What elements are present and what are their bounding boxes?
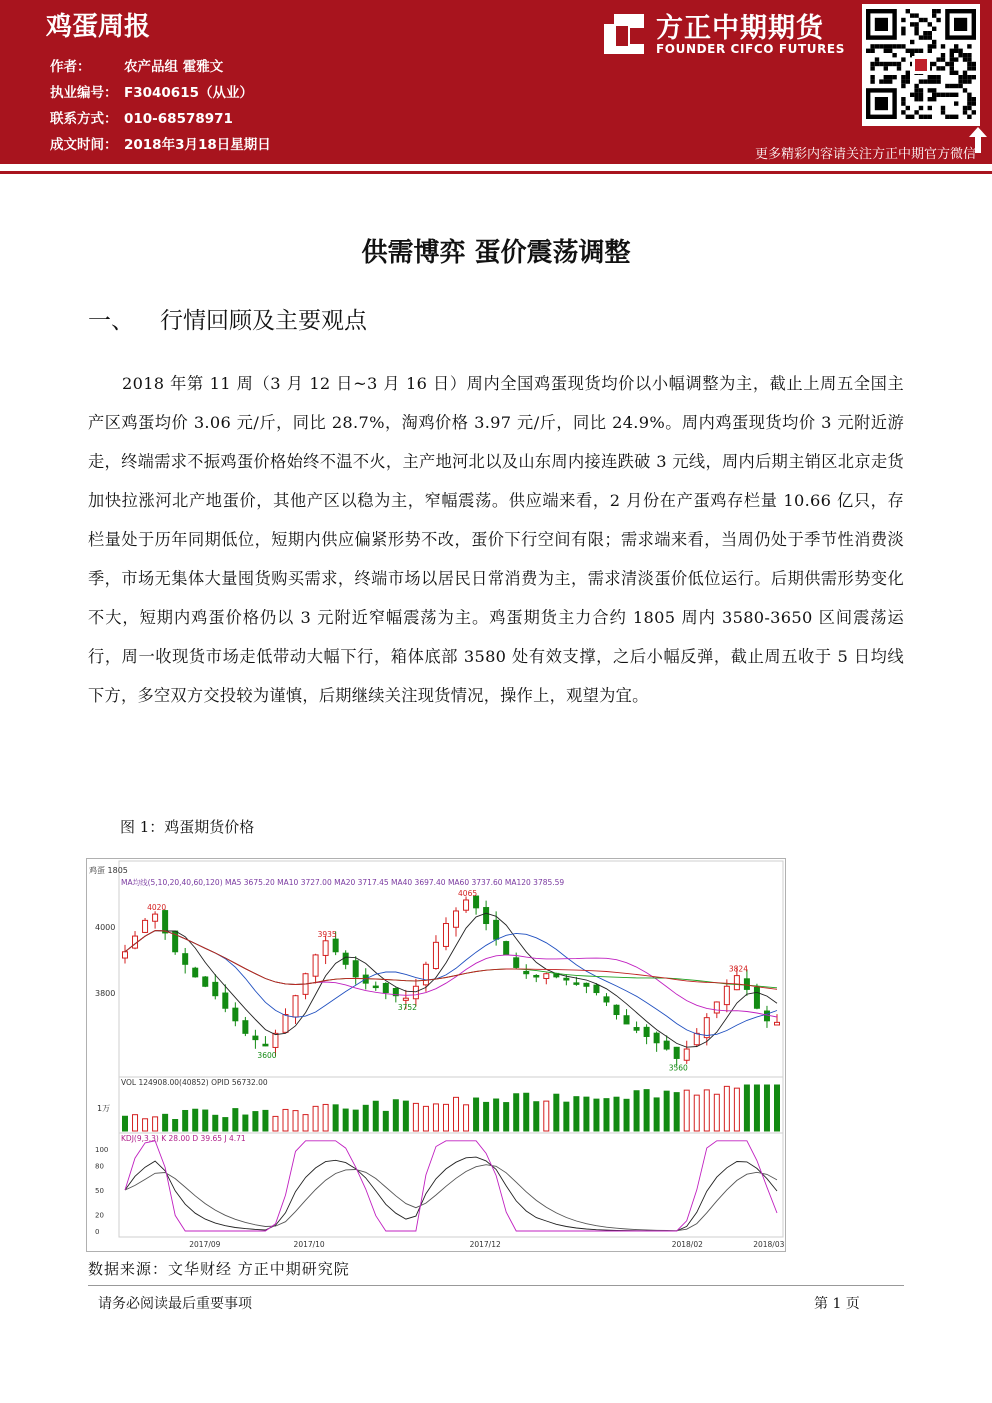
candle-body: [454, 911, 459, 927]
candle-body: [143, 920, 148, 932]
volume-bar: [413, 1103, 418, 1131]
volume-bar: [153, 1117, 158, 1131]
candle-body: [213, 982, 218, 995]
volume-bar: [123, 1116, 128, 1131]
volume-bar: [383, 1111, 388, 1131]
candle-body: [724, 986, 729, 1004]
candle-body: [664, 1041, 669, 1049]
qr-code-icon: [862, 4, 980, 126]
candle-body: [584, 983, 589, 986]
logo-en-text: FOUNDER CIFCO FUTURES: [656, 42, 845, 56]
volume-bar: [744, 1085, 749, 1131]
volume-label: VOL 124908.00(40852) OPID 56732.00: [121, 1078, 268, 1087]
qr-code[interactable]: [862, 4, 980, 126]
volume-bar: [484, 1102, 489, 1131]
section-heading: [88, 302, 367, 335]
volume-bar: [293, 1111, 298, 1131]
x-tick-label: 2018/02: [671, 1240, 703, 1249]
volume-bar: [433, 1104, 438, 1131]
candle-body: [233, 1008, 238, 1021]
candle-body: [123, 952, 128, 958]
volume-bar: [183, 1110, 188, 1131]
candle-body: [443, 924, 448, 947]
logo-mark-icon: [600, 10, 648, 58]
candle-body: [754, 987, 759, 1008]
volume-bar: [213, 1115, 218, 1131]
meta-key: 联系方式：: [50, 111, 118, 127]
candle-body: [764, 1011, 769, 1021]
volume-bar: [694, 1095, 699, 1131]
volume-bar: [644, 1090, 649, 1131]
meta-key: 执业编号：: [50, 85, 118, 101]
price-ytick: 4000: [95, 923, 116, 932]
kdj-d-line: [125, 1165, 777, 1231]
candle-body: [644, 1027, 649, 1036]
volume-bar: [764, 1085, 769, 1131]
candle-body: [163, 911, 168, 933]
volume-bar: [614, 1097, 619, 1131]
kdj-k-line: [125, 1157, 777, 1231]
candle-body: [744, 979, 749, 990]
volume-bar: [464, 1105, 469, 1131]
candle-body: [484, 908, 489, 924]
candle-body: [614, 1005, 619, 1014]
candle-body: [263, 1044, 268, 1046]
report-title: 鸡蛋周报: [46, 12, 151, 42]
company-logo: [596, 6, 856, 60]
candle-body: [333, 939, 338, 952]
candle-body: [433, 942, 438, 968]
meta-key: 成文时间：: [50, 137, 118, 153]
volume-bar: [494, 1099, 499, 1131]
x-tick-label: 2018/03: [753, 1240, 785, 1249]
volume-bar: [594, 1099, 599, 1131]
kdj-panel: [119, 1133, 783, 1237]
candle-body: [383, 983, 388, 992]
header-divider: [0, 171, 992, 174]
meta-license: [50, 81, 253, 101]
ma40-line: [125, 931, 777, 988]
document-title: 供需博弈 蛋价震荡调整: [361, 238, 631, 268]
volume-bar: [704, 1090, 709, 1131]
section-number: 一、: [88, 308, 134, 334]
volume-bar: [674, 1093, 679, 1131]
volume-bar: [263, 1110, 268, 1131]
volume-bar: [303, 1115, 308, 1131]
volume-bar: [454, 1097, 459, 1131]
price-annotation: 4020: [147, 903, 167, 913]
candle-body: [594, 985, 599, 992]
kdj-j-line: [125, 1141, 777, 1231]
x-tick-label: 2017/12: [469, 1240, 501, 1249]
volume-bar: [754, 1085, 759, 1131]
volume-bar: [363, 1105, 368, 1131]
candle-body: [704, 1018, 709, 1038]
volume-bar: [193, 1109, 198, 1131]
volume-bar: [584, 1097, 589, 1131]
volume-bar: [233, 1109, 238, 1131]
candle-body: [775, 1022, 780, 1025]
candle-body: [674, 1047, 679, 1058]
candle-body: [714, 1002, 719, 1013]
kdj-ytick: 0: [95, 1228, 100, 1236]
candle-body: [293, 996, 298, 1017]
meta-author: [50, 55, 223, 75]
volume-bar: [273, 1116, 278, 1131]
candle-body: [574, 983, 579, 985]
volume-bar: [564, 1102, 569, 1131]
meta-value: F3040615（从业）: [124, 85, 253, 101]
price-panel: [119, 861, 783, 1077]
candle-body: [634, 1028, 639, 1031]
body-paragraph: 2018 年第 11 周（3 月 12 日~3 月 16 日）周内全国鸡蛋现货均价以小幅调整为主，截止上周五全国主产区鸡蛋均价 3.06 元/斤，同比 28.7%，淘鸡价格 3.97 元/斤，同比 24.9%。周内鸡蛋现货均价 3 元附近游走，终端需求不振鸡蛋价格始终不温不火，主产地河北以及山东周内接连跌破 3 元线，周内后期主销区北京走货加快拉涨河北产地蛋价，其他产区以稳为主，窄幅震荡。供应端来看，2 月份在产蛋鸡存栏量 10.66 亿只，存栏量处于历年同期低位，短期内供应偏紧形势不改，蛋价下行空间有限；需求端来看，当周仍处于季节性消费淡季，市场无集体大量囤货购买需求，终端市场以居民日常消费为主，需求清淡蛋价低位运行。后期供需形势变化不大，短期内鸡蛋价格仍以 3 元附近窄幅震荡为主。鸡蛋期货主力合约 1805 周内 3580-3650 区间震荡运行，周一收现货市场走低带动大幅下行，箱体底部 3580 处有效支撑，之后小幅反弹，截止周五收于 5 日均线下方，多空双方交投较为谨慎，后期继续关注现货情况，操作上，观望为宜。: [88, 374, 904, 705]
candle-body: [183, 954, 188, 965]
kdj-ytick: 50: [95, 1187, 104, 1195]
volume-bar: [243, 1115, 248, 1131]
candle-body: [534, 975, 539, 977]
candle-body: [654, 1033, 659, 1043]
candle-body: [403, 998, 408, 1000]
price-annotation: 3935: [317, 929, 337, 939]
candle-body: [524, 971, 529, 973]
report-header: [0, 0, 992, 164]
volume-bar: [684, 1090, 689, 1131]
volume-bar: [133, 1115, 138, 1131]
candle-body: [353, 961, 358, 977]
meta-contact: [50, 107, 233, 127]
egg-futures-chart: [86, 858, 786, 1252]
volume-bar: [604, 1099, 609, 1131]
volume-bar: [353, 1110, 358, 1131]
meta-key: 作者：: [50, 59, 91, 75]
candle-body: [494, 920, 499, 939]
x-tick-label: 2017/09: [189, 1240, 221, 1249]
candle-body: [283, 1015, 288, 1033]
candle-body: [223, 993, 228, 1008]
volume-bar: [474, 1098, 479, 1131]
footer-divider: [88, 1285, 904, 1286]
volume-bar: [373, 1101, 378, 1131]
volume-bar: [724, 1086, 729, 1131]
volume-bar: [624, 1099, 629, 1131]
page-number: 第 1 页: [814, 1296, 860, 1312]
volume-bar: [734, 1088, 739, 1131]
meta-value: 010-68578971: [124, 111, 233, 127]
candle-body: [423, 964, 428, 985]
volume-bar: [343, 1109, 348, 1131]
volume-bar: [504, 1103, 509, 1131]
logo-cn-text: 方正中期期货: [656, 13, 824, 44]
volume-bar: [634, 1091, 639, 1131]
chart-svg: [87, 859, 785, 1251]
kdj-ytick: 100: [95, 1146, 109, 1154]
candle-body: [373, 986, 378, 988]
volume-bar: [313, 1106, 318, 1131]
candle-body: [413, 986, 418, 998]
candle-body: [243, 1021, 248, 1034]
chart-title: 鸡蛋 1805: [89, 866, 128, 875]
candle-body: [464, 900, 469, 910]
volume-bar: [283, 1109, 288, 1131]
candle-body: [313, 955, 318, 976]
volume-bar: [253, 1112, 258, 1131]
candle-body: [604, 997, 609, 1002]
volume-bar: [654, 1098, 659, 1131]
volume-bar: [223, 1118, 228, 1131]
follow-wechat-text: 更多精彩内容请关注方正中期官方微信: [754, 147, 976, 162]
section-title: 行情回顾及主要观点: [160, 308, 367, 334]
x-tick-label: 2017/10: [293, 1240, 325, 1249]
volume-bar: [664, 1091, 669, 1131]
kdj-ytick: 20: [95, 1211, 104, 1220]
meta-value: 农产品组 霍雅文: [124, 59, 224, 75]
price-annotation: 3600: [257, 1050, 277, 1060]
price-annotation: 3752: [397, 1003, 417, 1013]
volume-bar: [403, 1101, 408, 1131]
volume-bar: [203, 1110, 208, 1131]
candle-body: [734, 976, 739, 990]
volume-bar: [333, 1105, 338, 1131]
price-annotation: 3824: [728, 964, 748, 974]
volume-bar: [173, 1120, 178, 1131]
footer-notice: 请务必阅读最后重要事项: [98, 1296, 252, 1312]
kdj-ytick: 80: [95, 1162, 104, 1171]
price-annotation: 4065: [458, 888, 478, 898]
volume-bar: [393, 1100, 398, 1131]
volume-bar: [544, 1101, 549, 1131]
candle-body: [564, 978, 569, 980]
candle-body: [684, 1049, 689, 1060]
candle-body: [193, 968, 198, 977]
meta-value: 2018年3月18日星期日: [124, 137, 271, 153]
kdj-label: KDJ(9,3,3) K 28.00 D 39.65 J 4.71: [121, 1134, 246, 1143]
volume-bar: [143, 1119, 148, 1131]
candle-body: [504, 942, 509, 955]
candle-body: [323, 941, 328, 956]
volume-bar: [163, 1114, 168, 1131]
candle-body: [624, 1016, 629, 1024]
volume-bar: [534, 1102, 539, 1131]
price-annotation: 3560: [668, 1063, 688, 1073]
meta-date: [50, 133, 271, 153]
volume-bar: [514, 1094, 519, 1131]
candle-body: [273, 1033, 278, 1047]
volume-bar: [524, 1093, 529, 1131]
figure-caption: 图 1：鸡蛋期货价格: [120, 818, 255, 836]
volume-bar: [323, 1104, 328, 1131]
volume-bar: [714, 1094, 719, 1131]
candle-body: [253, 1036, 258, 1039]
candle-body: [153, 914, 158, 921]
data-source: 数据来源：文华财经 方正中期研究院: [88, 1260, 350, 1278]
candle-body: [694, 1033, 699, 1044]
volume-bar: [443, 1104, 448, 1131]
volume-ytick: 1万: [97, 1104, 111, 1113]
candle-body: [514, 958, 519, 968]
volume-bar: [423, 1106, 428, 1131]
volume-bar: [554, 1094, 559, 1131]
candle-body: [343, 953, 348, 964]
price-ytick: 3800: [95, 989, 116, 998]
candle-body: [544, 974, 549, 979]
volume-bar: [775, 1085, 780, 1131]
candle-body: [203, 977, 208, 986]
volume-bar: [574, 1097, 579, 1131]
ma-legend: MA均线(5,10,20,40,60,120) MA5 3675.20 MA10 3727.00 MA20 3717.45 MA40 3697.40 MA60 3737.60 MA120 3785.59: [121, 878, 565, 887]
